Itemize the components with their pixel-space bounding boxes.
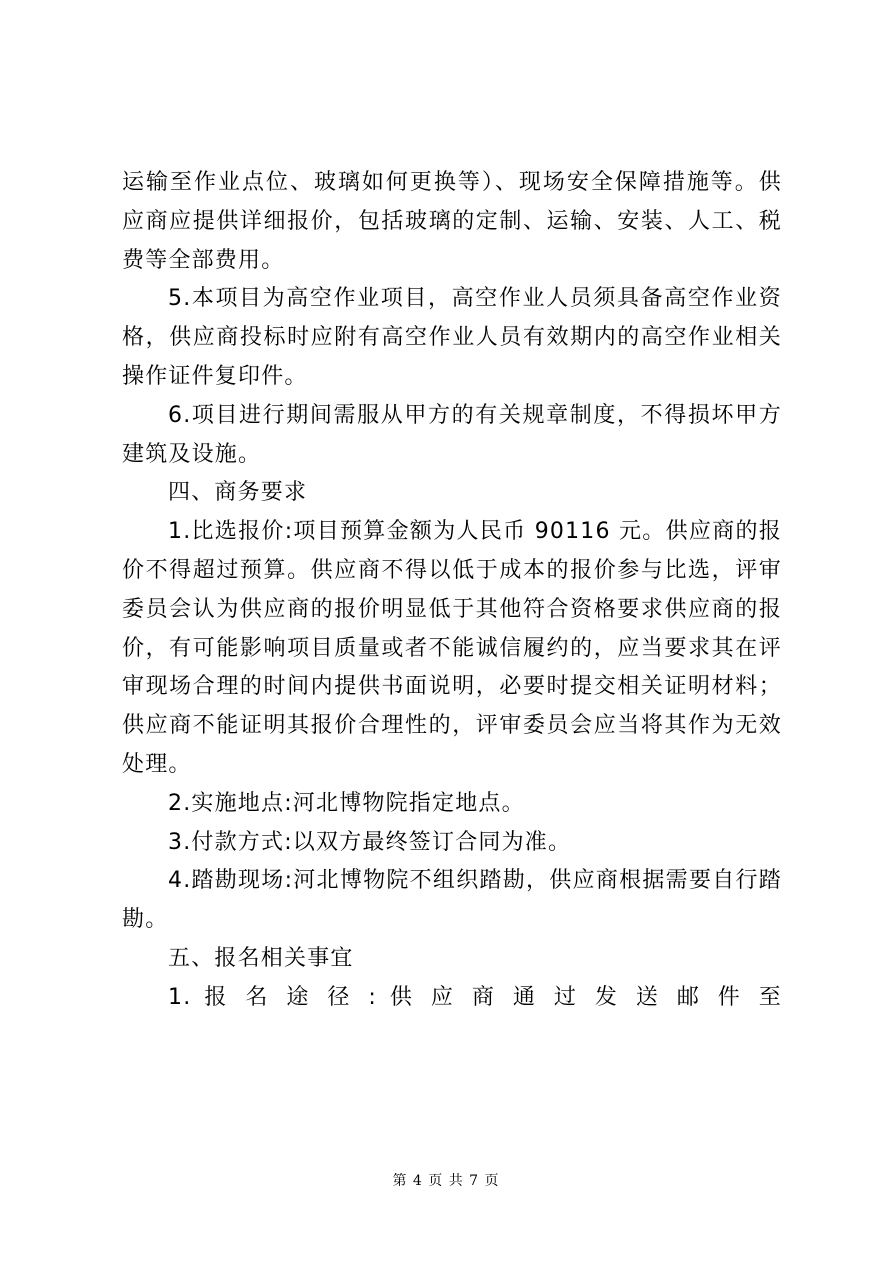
paragraph-continued-requirements: 运输至作业点位、玻璃如何更换等）、现场安全保障措施等。供应商应提供详细报价，包括玻璃的定制、运输、安装、人工、税费等全部费用。 xyxy=(122,170,782,273)
document-body xyxy=(122,164,782,1018)
section-heading-business-requirements: 四、商务要求 xyxy=(168,480,308,506)
paragraph-item-1-quotation: 1.比选报价:项目预算金额为人民币 90116 元。供应商的报价不得超过预算。供应商不得以低于成本的报价参与比选，评审委员会认为供应商的报价明显低于其他符合资格要求供应商的报价，有可能影响项目质量或者不能诚信履约的，应当要求其在评审现场合理的时间内提供书面说明，必要时提交相关证明材料；供应商不能证明其报价合理性的，评审委员会应当将其作为无效处理。 xyxy=(122,519,782,777)
paragraph-item-1-registration-method: 1. 报 名 途 径 : 供 应 商 通 过 发 送 邮 件 至 xyxy=(168,984,782,1010)
paragraph-item-5-high-altitude: 5.本项目为高空作业项目，高空作业人员须具备高空作业资格，供应商投标时应附有高空作业人员有效期内的高空作业相关操作证件复印件。 xyxy=(122,286,782,389)
paragraph-item-6-regulations: 6.项目进行期间需服从甲方的有关规章制度，不得损坏甲方建筑及设施。 xyxy=(122,402,782,467)
paragraph-item-4-site-survey: 4.踏勘现场:河北博物院不组织踏勘，供应商根据需要自行踏勘。 xyxy=(122,868,782,933)
page-number-footer: 第 4 页 共 7 页 xyxy=(392,1173,500,1189)
section-heading-registration: 五、报名相关事宜 xyxy=(168,945,354,971)
paragraph-item-2-location: 2.实施地点:河北博物院指定地点。 xyxy=(168,790,525,816)
paragraph-item-3-payment: 3.付款方式:以双方最终签订合同为准。 xyxy=(168,829,572,855)
